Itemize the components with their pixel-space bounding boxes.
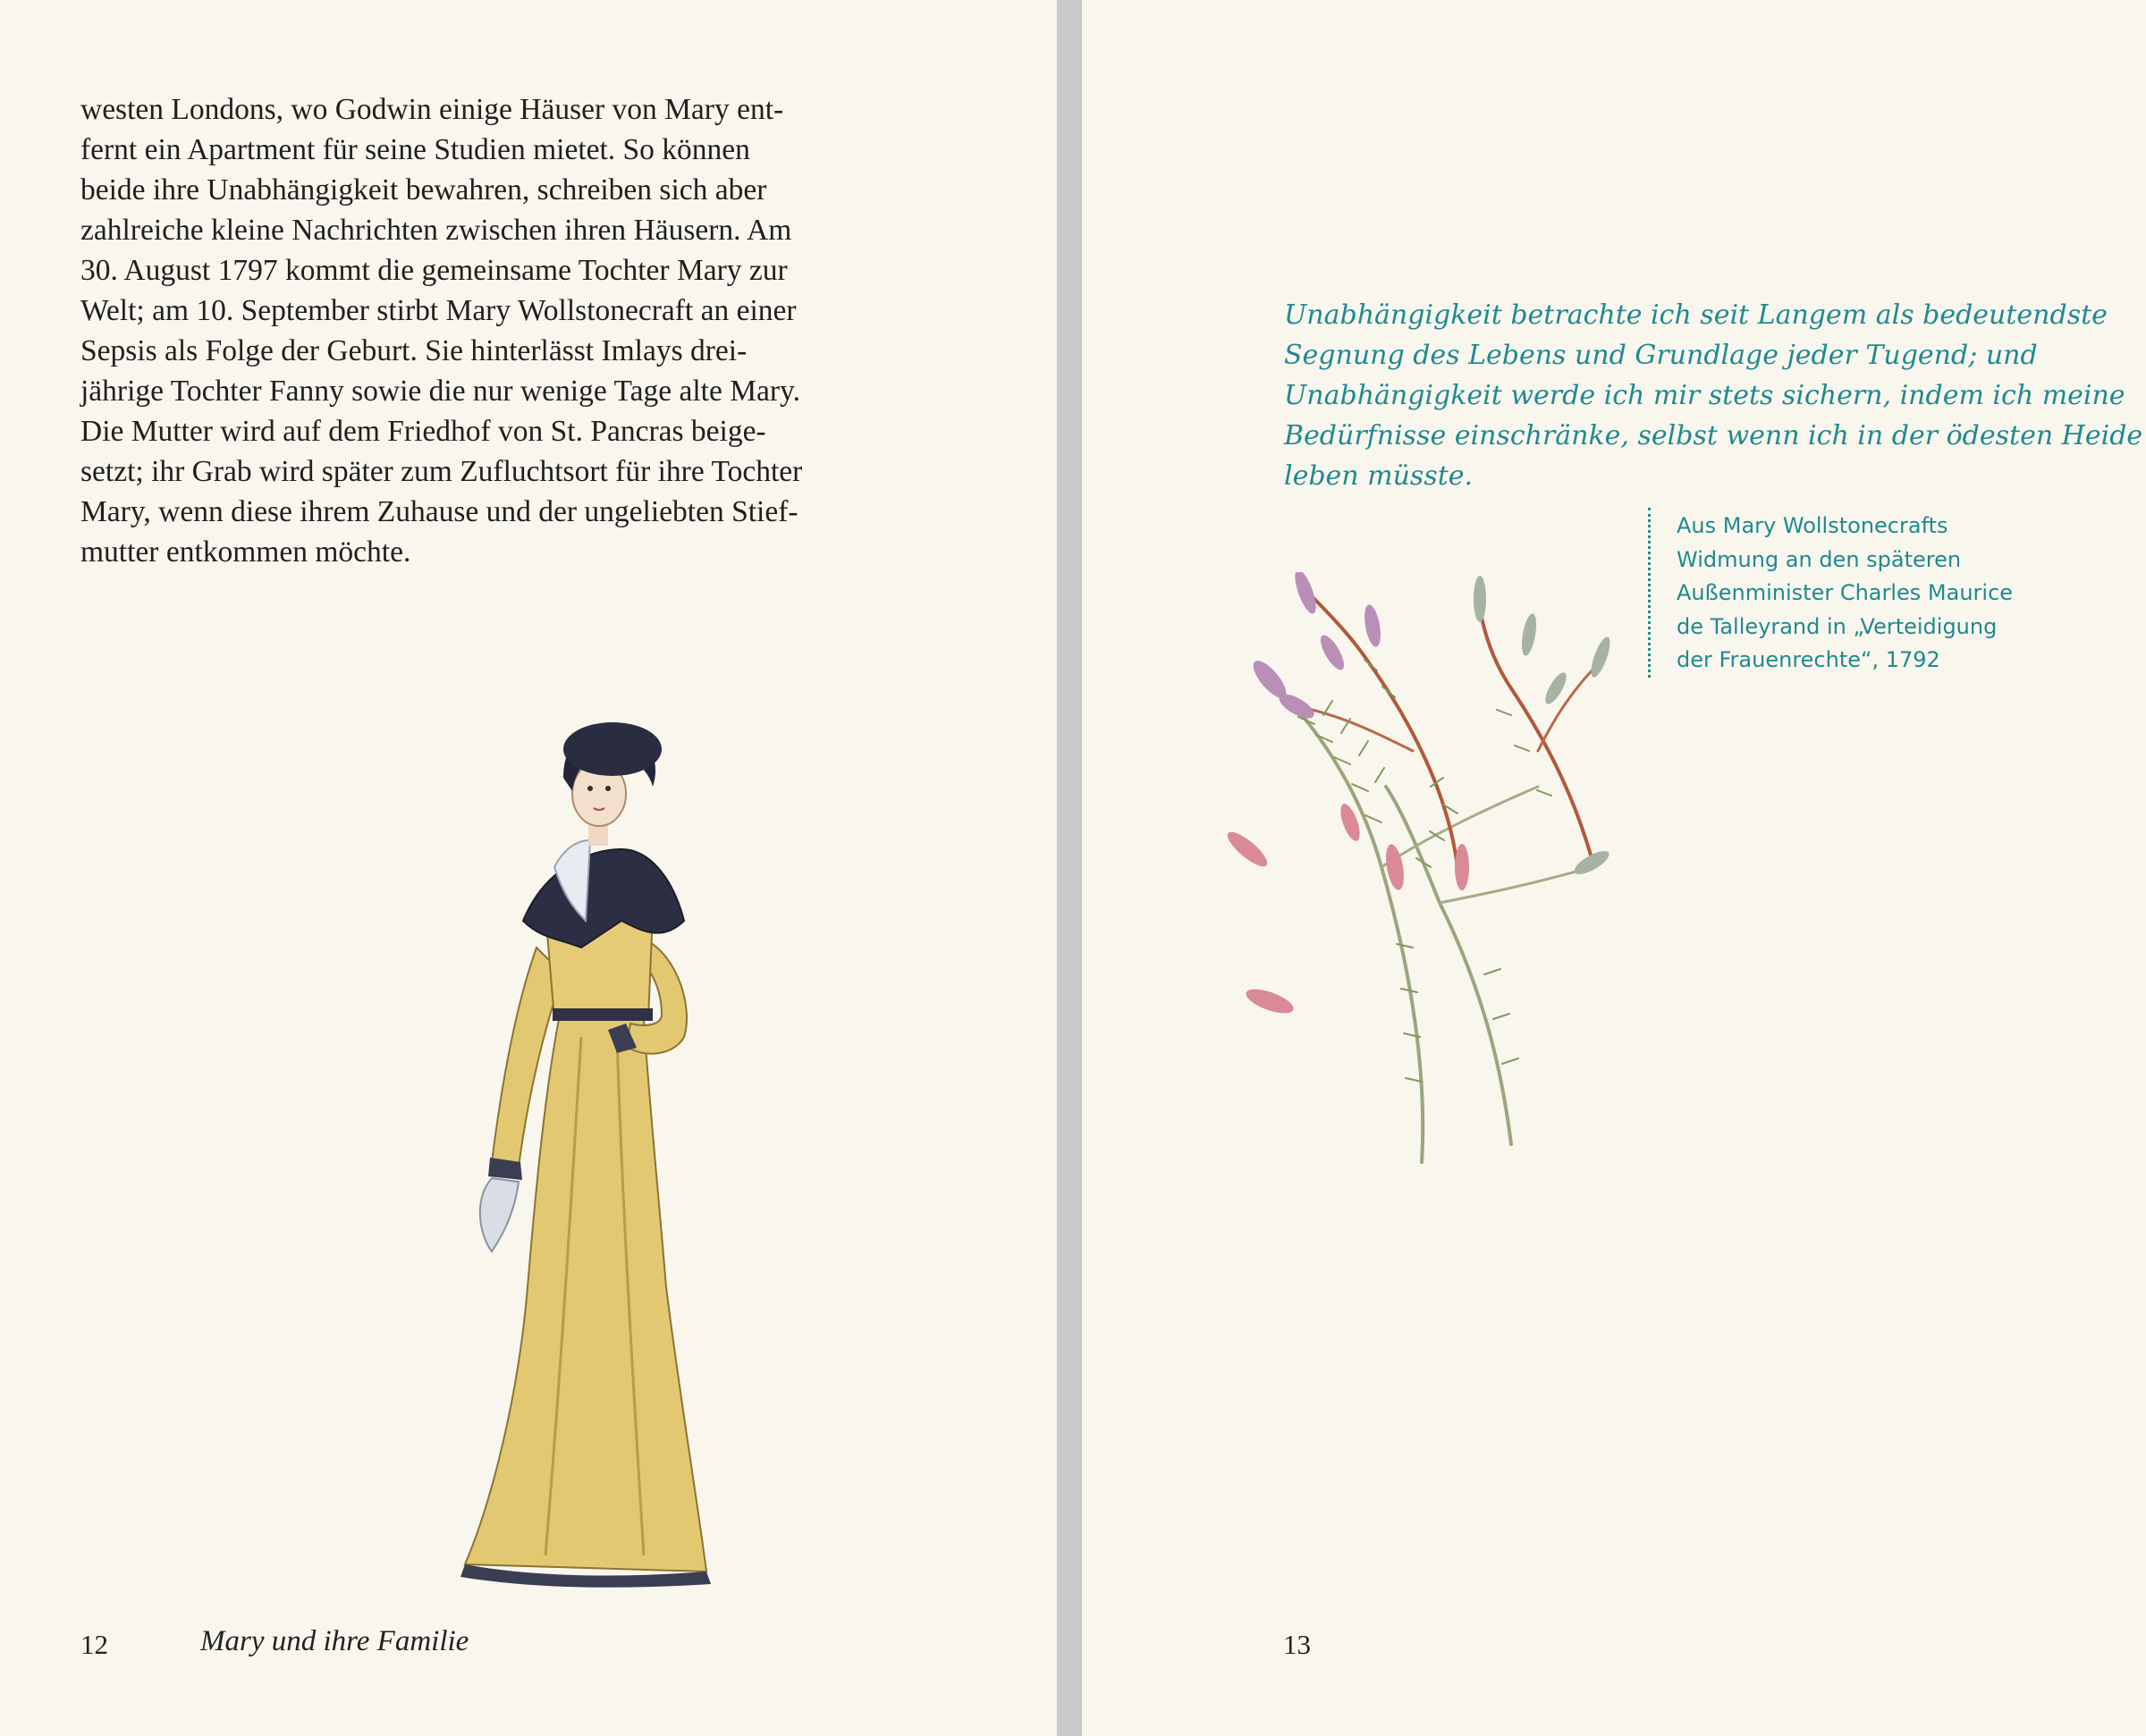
quote-line: Unabhängigkeit werde ich mir stets sichern, indem ich meine [1284, 380, 2125, 411]
heather-plant-illustration [1216, 572, 1645, 1180]
quote-line: Unabhängigkeit betrachte ich seit Langem als bedeutendste [1284, 299, 2108, 331]
body-line: zahlreiche kleine Nachrichten zwischen ihren Häusern. Am [80, 214, 792, 247]
running-head: Mary und ihre Familie [200, 1625, 469, 1657]
body-line: westen Londons, wo Godwin einige Häuser von Mary ent- [80, 93, 784, 126]
quote-line: Segnung des Lebens und Grundlage jeder Tugend; und [1284, 340, 2038, 371]
quote-source [1677, 510, 2052, 678]
body-line: beide ihre Unabhängigkeit bewahren, schreiben sich aber [80, 173, 767, 206]
body-line: 30. August 1797 kommt die gemeinsame Tochter Mary zur [80, 254, 788, 287]
left-page [0, 0, 1057, 1736]
body-line: Welt; am 10. September stirbt Mary Wollstonecraft an einer [80, 294, 797, 327]
source-line: Außenminister Charles Maurice [1677, 580, 2014, 605]
source-line: Aus Mary Wollstonecrafts [1677, 513, 1948, 538]
quote-line: leben müsste. [1284, 460, 1474, 492]
epigraph-quote [1284, 295, 2143, 496]
body-line: Sepsis als Folge der Geburt. Sie hinterlässt Imlays drei- [80, 334, 748, 367]
body-line: mutter entkommen möchte. [80, 535, 411, 569]
body-line: jährige Tochter Fanny sowie die nur wenige Tage alte Mary. [80, 375, 800, 408]
body-line: Mary, wenn diese ihrem Zuhause und der ungeliebten Stief- [80, 495, 798, 528]
source-line: Widmung an den späteren [1677, 546, 1962, 572]
source-line: der Frauenrechte“, 1792 [1677, 647, 1940, 672]
quote-line: Bedürfnisse einschränke, selbst wenn ich in der ödesten Heide [1284, 420, 2143, 451]
page-number: 13 [1283, 1629, 1311, 1660]
body-line: fernt ein Apartment für seine Studien mietet. So können [80, 133, 750, 166]
source-dotted-rule [1648, 508, 1651, 678]
gutter-shadow [1057, 0, 1082, 1736]
source-line: de Talleyrand in „Verteidigung [1677, 613, 1998, 639]
right-page [1082, 0, 2146, 1736]
body-line: setzt; ihr Grab wird später zum Zufluchtsort für ihre Tochter [80, 455, 803, 488]
woman-in-yellow-dress-illustration [438, 715, 814, 1591]
body-line: Die Mutter wird auf dem Friedhof von St. Pancras beige- [80, 415, 766, 448]
page-number: 12 [80, 1629, 108, 1660]
body-text [80, 89, 867, 572]
